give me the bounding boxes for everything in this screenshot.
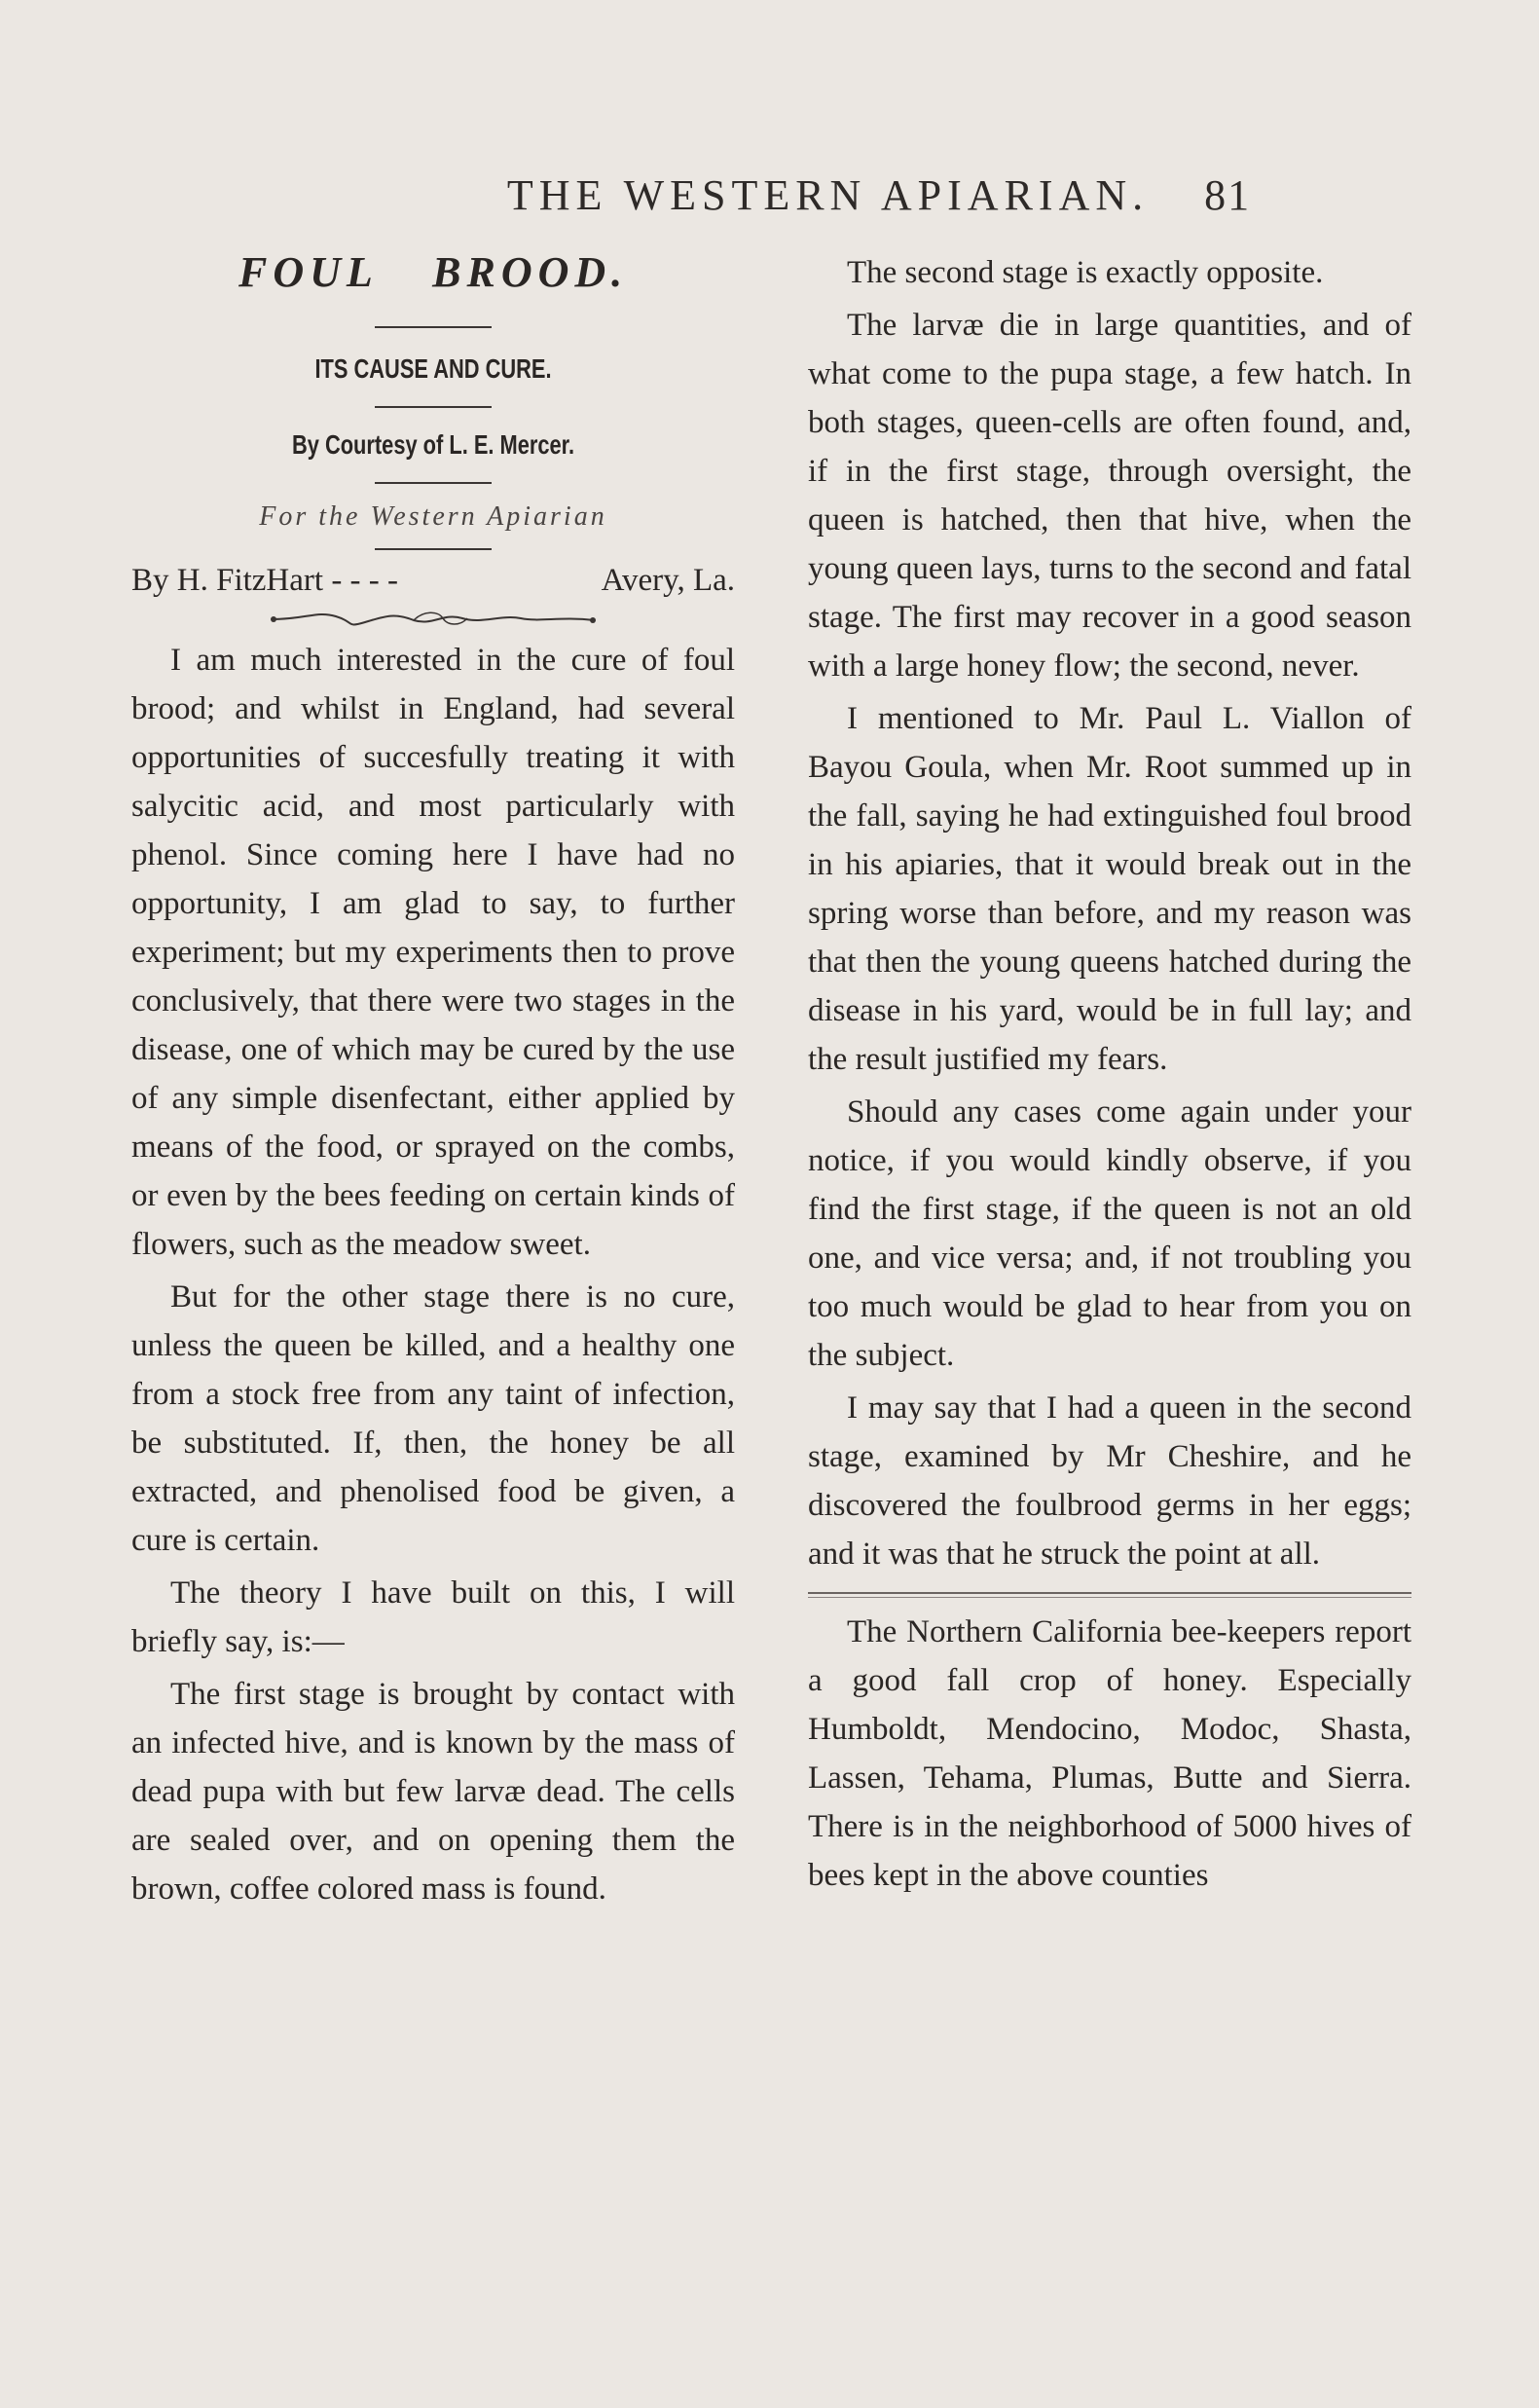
right-paragraph-1: The second stage is exactly opposite. xyxy=(847,255,1324,290)
right-paragraph-4: Should any cases come again under your notice, if you would kindly observe, if you find the first stage, if the queen is not an old one, and vice versa; and, if not troubling you too much would be glad to hear from you on the subject. xyxy=(808,1094,1411,1373)
courtesy-line: By Courtesy of L. E. Mercer. xyxy=(291,429,575,460)
left-column xyxy=(131,248,735,1913)
running-head xyxy=(0,170,1539,220)
left-paragraph-2: But for the other stage there is no cure, unless the queen be killed, and a healthy one from a stock free from any taint of infection, be substituted. If, then, the honey be all extracted, and phenolised food be given, a cure is certain. xyxy=(131,1279,735,1558)
journal-title: THE WESTERN APIARIAN. xyxy=(506,171,1150,219)
left-paragraph-4: The first stage is brought by contact with an infected hive, and is known by the mass of dead pupa with but few larvæ dead. The cells are sealed over, and on opening them the brown, coffee colored mass is found. xyxy=(131,1677,735,1907)
dedication-line: For the Western Apiarian xyxy=(259,501,607,532)
right-column xyxy=(808,248,1411,1900)
byline xyxy=(131,556,735,605)
article-subtitle: ITS CAUSE AND CURE. xyxy=(314,353,552,384)
author: By H. FitzHart - - - - xyxy=(131,563,399,598)
page-number: 81 xyxy=(1204,171,1252,219)
ornament-flourish-icon xyxy=(268,609,599,630)
right-paragraph-3: I mentioned to Mr. Paul L. Viallon of Bayou Goula, when Mr. Root summed up in the fall, saying he had extinguished foul brood in his apiaries, that it would break out in the spring worse than before, and my reason was that then the young queens hatched during the disease in his yard, would be in full lay; and the result justified my fears. xyxy=(808,701,1411,1077)
divider-rule xyxy=(375,548,492,550)
section-divider xyxy=(808,1592,1411,1598)
left-paragraph-3: The theory I have built on this, I will briefly say, is:— xyxy=(131,1575,735,1659)
divider-rule xyxy=(375,482,492,484)
right-paragraph-2: The larvæ die in large quantities, and of what come to the pupa stage, a few hatch. In both stages, queen-cells are often found, and, if in the first stage, through oversight, the queen is hatched, then that hive, when the young queen lays, turns to the second and fatal stage. The first may recover in a good season with a large honey flow; the second, never. xyxy=(808,308,1411,684)
divider-rule xyxy=(375,406,492,408)
article-title: FOUL BROOD. xyxy=(238,248,629,296)
divider-rule xyxy=(375,326,492,328)
left-paragraph-1: I am much interested in the cure of foul brood; and whilst in England, had several opportunities of succesfully treating it with salycitic acid, and most particularly with phenol. Since coming here I have had no opportunity, I am glad to say, to further experiment; but my experiments then to prove conclusively, that there were two stages in the disease, one of which may be cured by the use of any simple disenfectant, either applied by means of the food, or sprayed on the combs, or even by the bees feeding on certain kinds of flowers, such as the meadow sweet. xyxy=(131,643,735,1262)
notice-paragraph: The Northern California bee-keepers report a good fall crop of honey. Especially Humboldt, Mendocino, Modoc, Shasta, Lassen, Tehama, Plumas, Butte and Sierra. There is in the neighborhood of 5000 hives of bees kept in the above counties xyxy=(808,1614,1411,1893)
right-paragraph-5: I may say that I had a queen in the second stage, examined by Mr Cheshire, and he discovered the foulbrood germs in her eggs; and it was that he struck the point at all. xyxy=(808,1390,1411,1572)
location: Avery, La. xyxy=(601,563,735,598)
